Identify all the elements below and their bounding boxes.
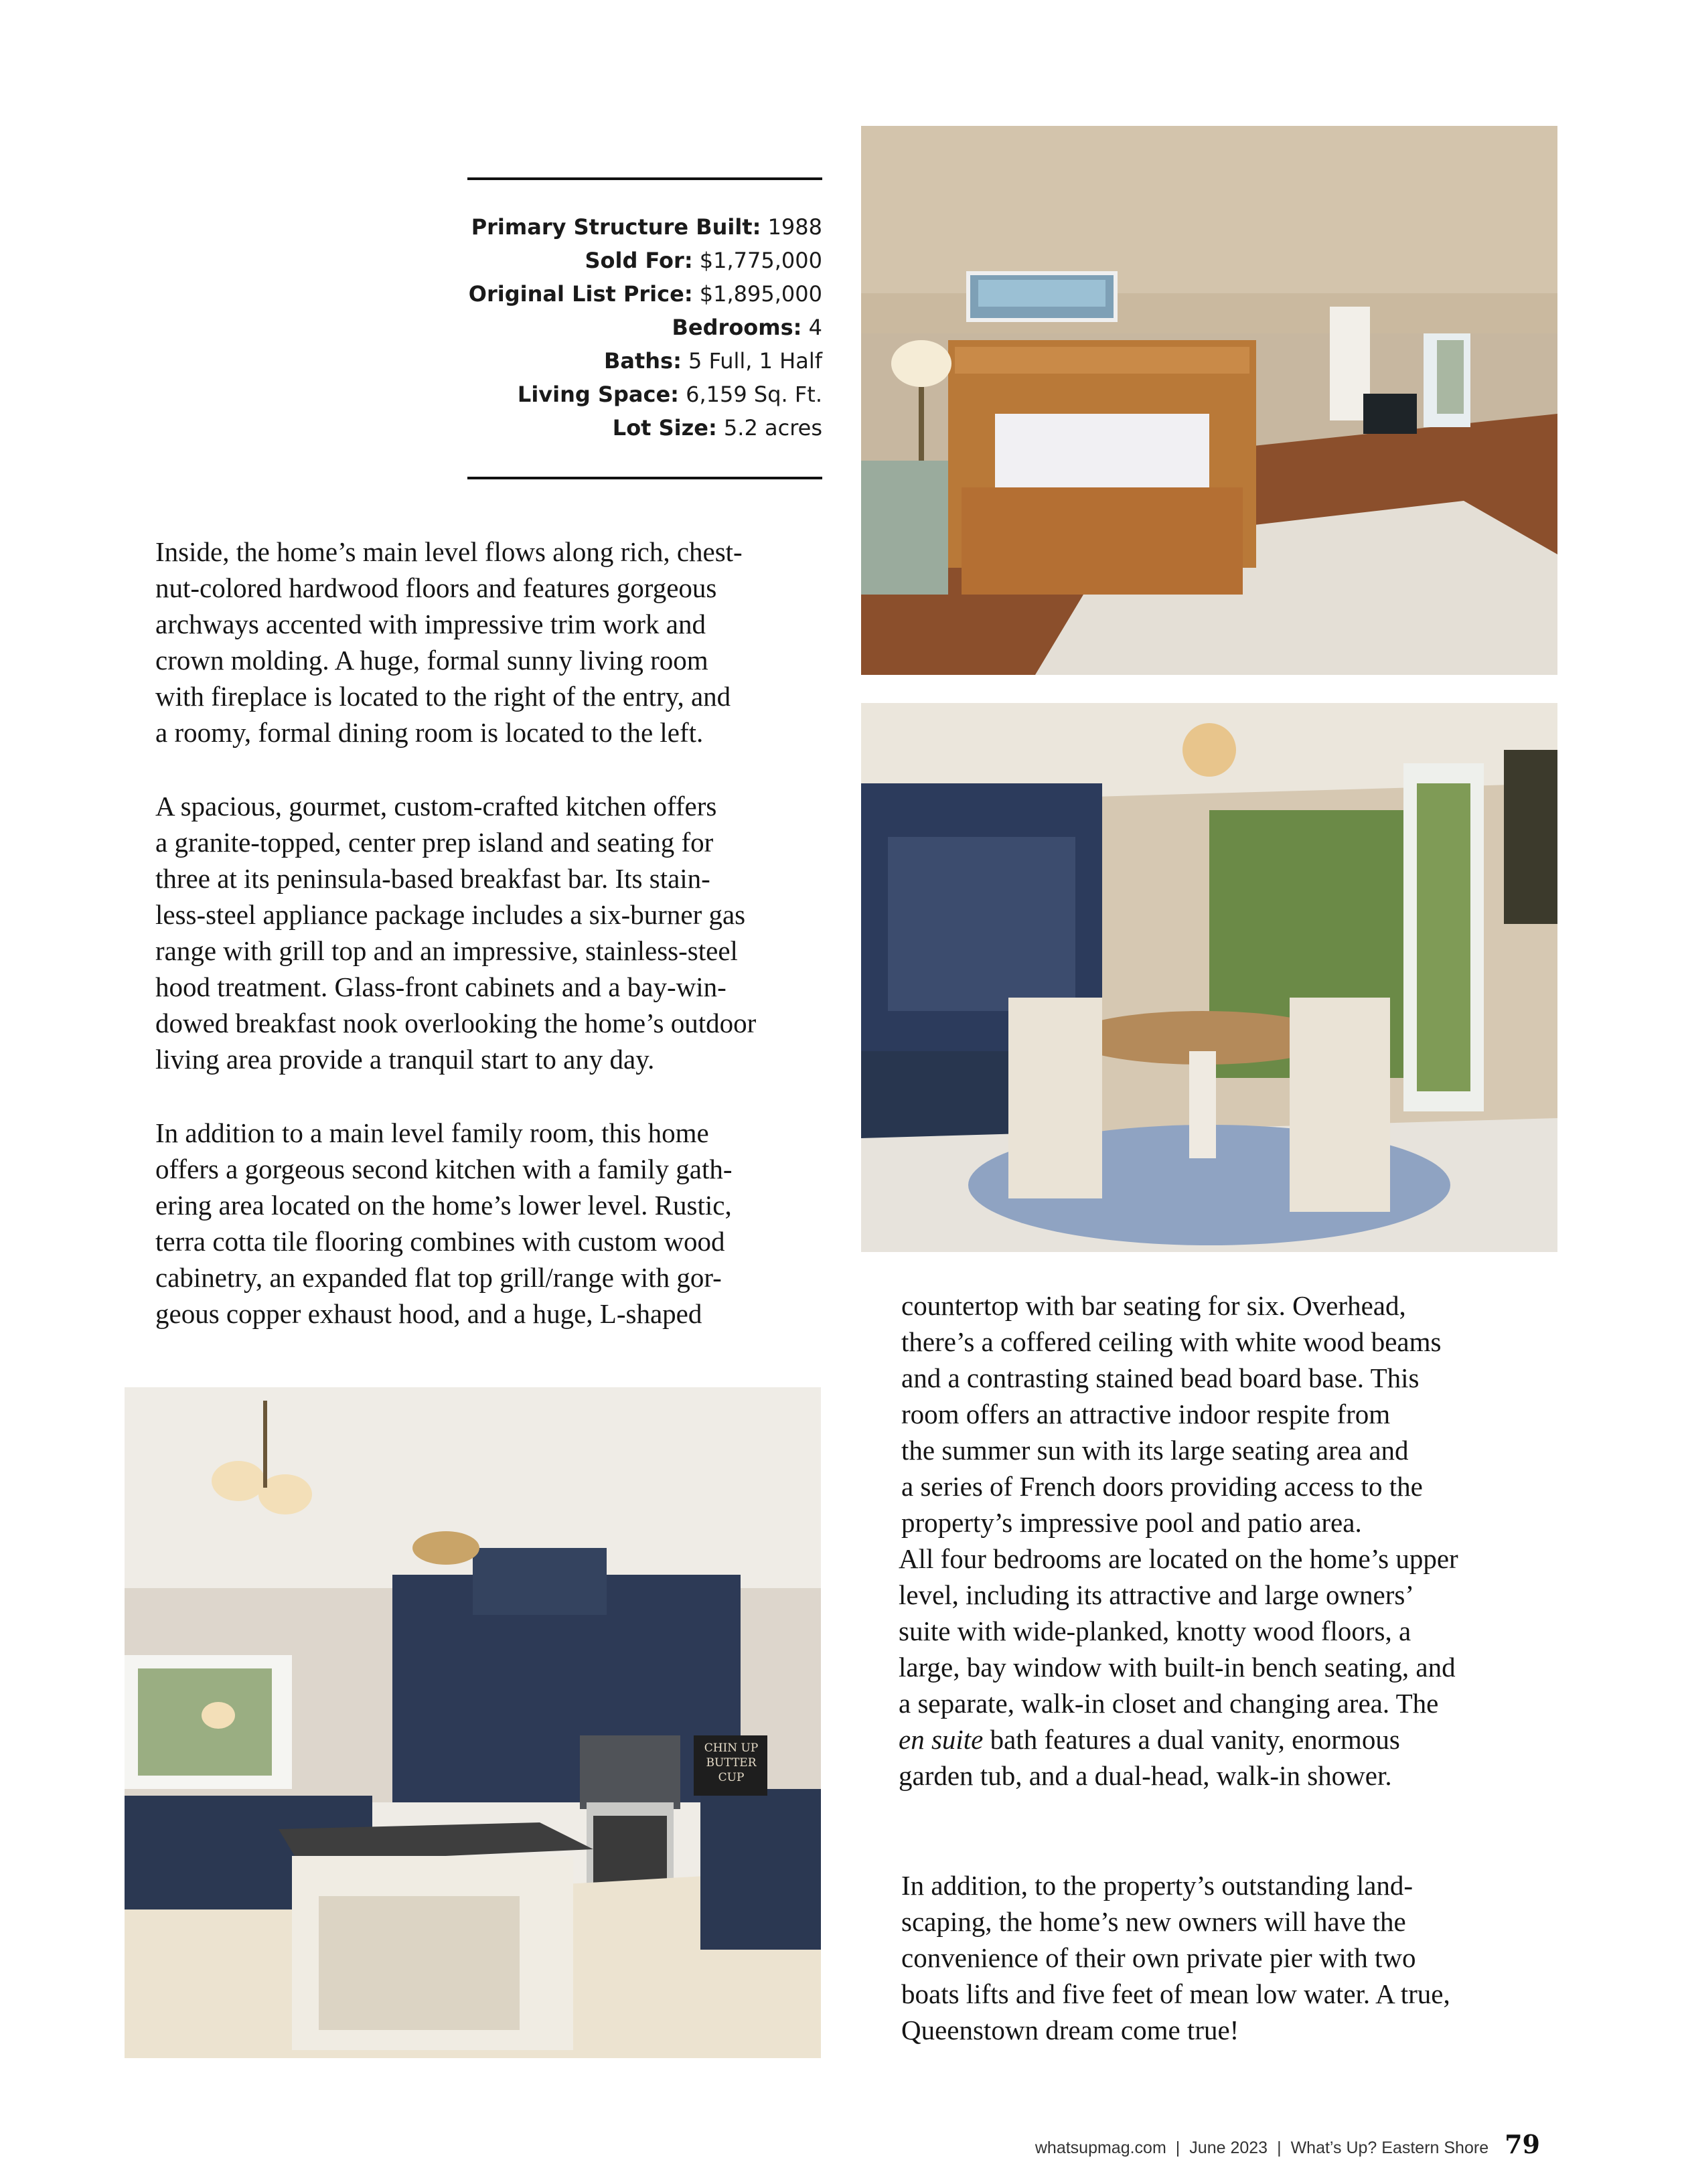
breakfast-nook-photo bbox=[861, 703, 1557, 1252]
text-line: range with grill top and an impressive, stainless-steel bbox=[155, 935, 738, 966]
text-line: property’s impressive pool and patio area. bbox=[901, 1507, 1362, 1538]
spec-living-space: Living Space: 6,159 Sq. Ft. bbox=[517, 382, 822, 407]
kitchen-illustration bbox=[125, 1387, 821, 2058]
spec-baths: Baths: 5 Full, 1 Half bbox=[603, 348, 822, 374]
left-paragraph-1 bbox=[155, 534, 743, 751]
text-line: large, bay window with built-in bench seating, and bbox=[899, 1652, 1456, 1683]
italic-en-suite: en suite bbox=[899, 1724, 984, 1755]
text-line: room offers an attractive indoor respite from bbox=[901, 1399, 1391, 1429]
text-line: there’s a coffered ceiling with white wood beams bbox=[901, 1326, 1442, 1357]
text-line: three at its peninsula-based breakfast bar. Its stain- bbox=[155, 863, 710, 894]
breakfast-nook-illustration bbox=[861, 703, 1557, 1252]
text-line: level, including its attractive and large owners’ bbox=[899, 1579, 1415, 1610]
text-line: A spacious, gourmet, custom-crafted kitchen offers bbox=[155, 791, 717, 822]
text-line: hood treatment. Glass-front cabinets and a bay-win- bbox=[155, 971, 727, 1002]
text-line: Queenstown dream come true! bbox=[901, 2015, 1239, 2045]
text-line: geous copper exhaust hood, and a huge, L-shaped bbox=[155, 1298, 702, 1329]
text-line: terra cotta tile flooring combines with custom wood bbox=[155, 1226, 725, 1257]
property-specs bbox=[375, 210, 822, 445]
text-line: dowed breakfast nook overlooking the home’s outdoor bbox=[155, 1008, 757, 1038]
right-paragraph-3 bbox=[901, 1867, 1450, 2048]
text-line: nut-colored hardwood floors and features gorgeous bbox=[155, 572, 717, 603]
text-line: garden tub, and a dual-head, walk-in shower. bbox=[899, 1760, 1392, 1791]
text-line: a roomy, formal dining room is located to the left. bbox=[155, 717, 704, 748]
bedroom-photo bbox=[861, 126, 1557, 675]
text-line: en suite bath features a dual vanity, enormous bbox=[899, 1724, 1400, 1755]
text-line: ering area located on the home’s lower level. Rustic, bbox=[155, 1190, 732, 1221]
text-line: archways accented with impressive trim work and bbox=[155, 609, 706, 639]
kitchen-sign: CHIN UP BUTTER CUP bbox=[704, 1741, 759, 1784]
spec-bedrooms: Bedrooms: 4 bbox=[672, 315, 822, 340]
text-line: offers a gorgeous second kitchen with a family gath- bbox=[155, 1154, 733, 1184]
text-line: scaping, the home’s new owners will have the bbox=[901, 1906, 1406, 1937]
text-line: crown molding. A huge, formal sunny living room bbox=[155, 645, 708, 676]
spec-list-price: Original List Price: $1,895,000 bbox=[468, 281, 822, 307]
text-line: boats lifts and five feet of mean low water. A true, bbox=[901, 1978, 1450, 2009]
text-line: with fireplace is located to the right of the entry, and bbox=[155, 681, 731, 712]
text-line: All four bedrooms are located on the home’s upper bbox=[899, 1543, 1458, 1574]
text-line: a granite-topped, center prep island and seating for bbox=[155, 827, 714, 858]
footer-publication: What’s Up? Eastern Shore bbox=[1290, 2138, 1489, 2157]
text-line: In addition to a main level family room, this home bbox=[155, 1117, 709, 1148]
page-footer bbox=[1035, 2129, 1540, 2159]
bedroom-illustration bbox=[861, 126, 1557, 675]
footer-site[interactable]: whatsupmag.com bbox=[1035, 2138, 1166, 2157]
page-number: 79 bbox=[1505, 2129, 1540, 2159]
text-line: countertop with bar seating for six. Overhead, bbox=[901, 1290, 1406, 1321]
left-paragraph-3 bbox=[155, 1115, 733, 1332]
left-paragraph-2 bbox=[155, 788, 756, 1077]
text-line: Inside, the home’s main level flows along rich, chest- bbox=[155, 536, 743, 567]
kitchen-photo bbox=[125, 1387, 821, 2058]
footer-separator: | bbox=[1277, 2138, 1282, 2157]
text-line: and a contrasting stained bead board base. This bbox=[901, 1362, 1420, 1393]
text-line: living area provide a tranquil start to any day. bbox=[155, 1044, 655, 1075]
text-line: cabinetry, an expanded flat top grill/range with gor- bbox=[155, 1262, 722, 1293]
specs-top-rule bbox=[467, 177, 822, 180]
specs-bottom-rule bbox=[467, 477, 822, 479]
spec-lot-size: Lot Size: 5.2 acres bbox=[612, 415, 822, 441]
text-line: convenience of their own private pier with two bbox=[901, 1942, 1416, 1973]
right-paragraph-1 bbox=[901, 1288, 1441, 1541]
footer-issue: June 2023 bbox=[1189, 2138, 1268, 2157]
text-line: suite with wide-planked, knotty wood floors, a bbox=[899, 1616, 1411, 1646]
text-line: a separate, walk-in closet and changing area. The bbox=[899, 1688, 1439, 1719]
text-line: a series of French doors providing access to the bbox=[901, 1471, 1423, 1502]
text-line: the summer sun with its large seating area and bbox=[901, 1435, 1409, 1466]
text-line: In addition, to the property’s outstanding land- bbox=[901, 1870, 1413, 1901]
right-paragraph-2 bbox=[899, 1541, 1458, 1794]
footer-separator: | bbox=[1175, 2138, 1180, 2157]
spec-built: Primary Structure Built: 1988 bbox=[471, 214, 822, 240]
spec-sold-for: Sold For: $1,775,000 bbox=[585, 248, 822, 273]
text-line: less-steel appliance package includes a six-burner gas bbox=[155, 899, 746, 930]
